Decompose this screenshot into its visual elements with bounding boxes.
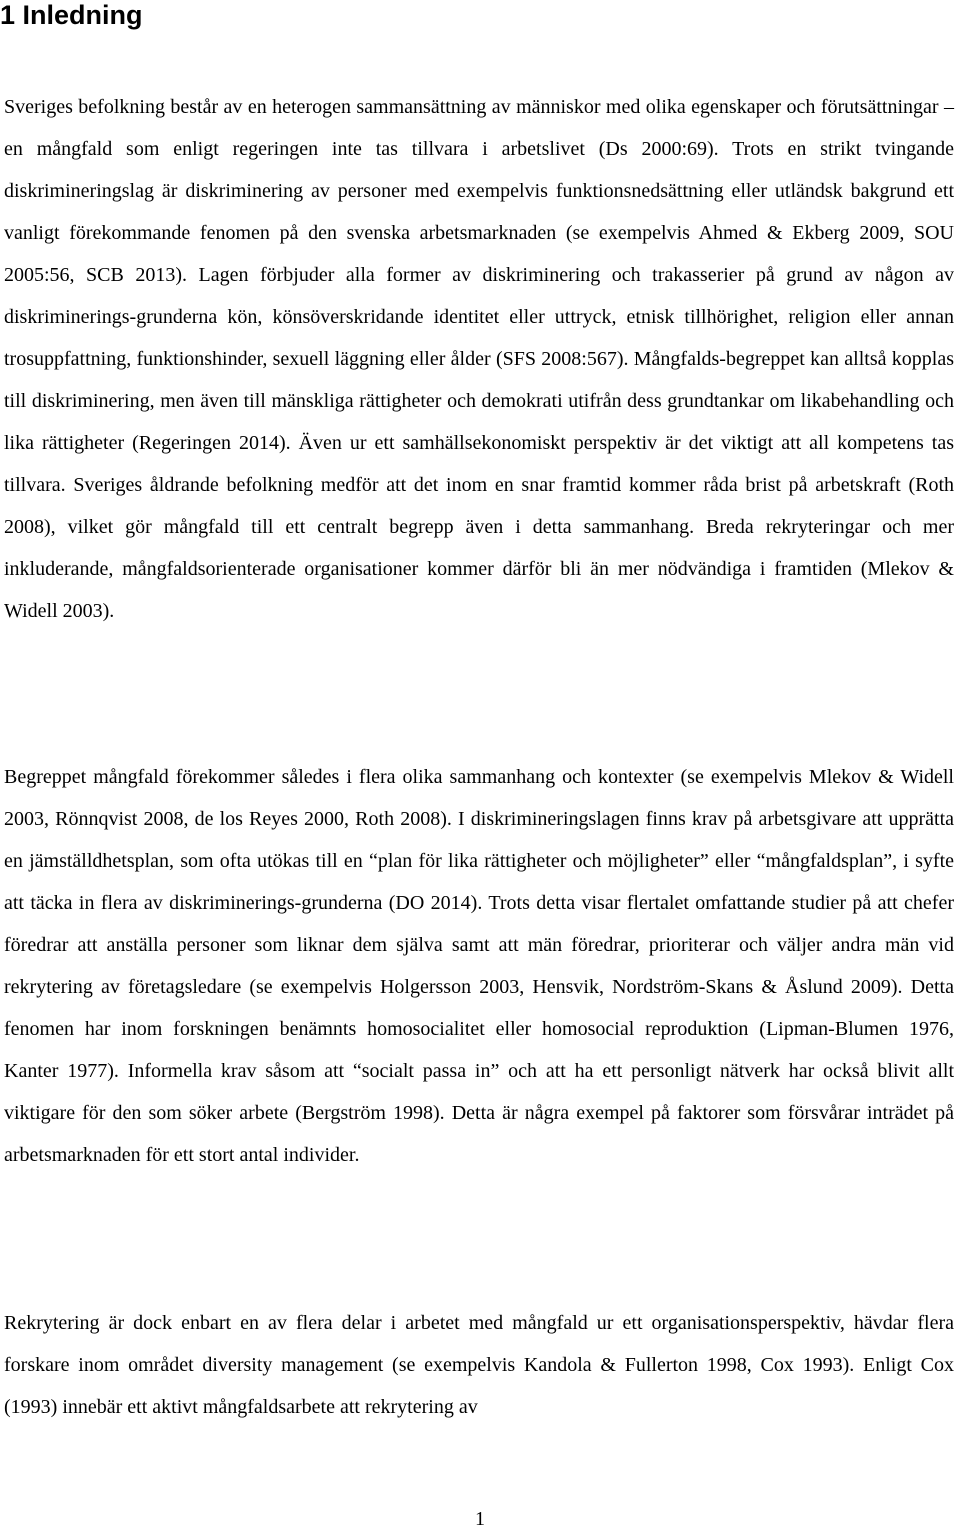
paragraph-3: Rekrytering är dock enbart en av flera delar i arbetet med mångfald ur ett organisationsperspektiv, hävdar flera forskare inom området diversity management (se exempelvis Kandola & Fullerton 1998, Cox 1993). Enligt Cox (1993) innebär ett aktivt mångfaldsarbete att rekrytering av [4,1312,954,1418]
chapter-heading: 1 Inledning [0,0,143,30]
page-number: 1 [475,1508,485,1530]
paragraph-2: Begreppet mångfald förekommer således i flera olika sammanhang och kontexter (se exempelvis Mlekov & Widell 2003, Rönnqvist 2008, de los Reyes 2000, Roth 2008). I diskrimineringslagen finns krav på arbetsgivare att upprätta en jämställdhetsplan, som ofta utökas till en “plan för lika rättigheter och möjligheter” eller “mångfaldsplan”, i syfte att täcka in flera av diskriminerings-grunderna (DO 2014). Trots detta visar flertalet omfattande studier på att chefer föredrar att anställa personer som liknar dem själva samt att män föredrar, prioriterar och väljer andra män vid rekrytering av företagsledare (se exempelvis Holgersson 2003, Hensvik, Nordström-Skans & Åslund 2009). Detta fenomen har inom forskningen benämnts homosocialitet eller homosocial reproduktion (Lipman-Blumen 1976, Kanter 1977). Informella krav såsom att “socialt passa in” och att ha ett personligt nätverk har också blivit allt viktigare för den som söker arbete (Bergström 1998). Detta är några exempel på faktorer som försvårar inträdet på arbetsmarknaden för ett stort antal individer. [4,766,954,1166]
paragraph-1: Sveriges befolkning består av en heterogen sammansättning av människor med olika egenskaper och förutsättningar – en mångfald som enligt regeringen inte tas tillvara i arbetslivet (Ds 2000:69). Trots en strikt tvingande diskrimineringslag är diskriminering av personer med exempelvis funktionsnedsättning eller utländsk bakgrund ett vanligt förekommande fenomen på den svenska arbetsmarknaden (se exempelvis Ahmed & Ekberg 2009, SOU 2005:56, SCB 2013). Lagen förbjuder alla former av diskriminering och trakasserier på grund av någon av diskriminerings-grunderna kön, könsöverskridande identitet eller uttryck, etnisk tillhörighet, religion eller annan trosuppfattning, funktionshinder, sexuell läggning eller ålder (SFS 2008:567). Mångfalds-begreppet kan alltså kopplas till diskriminering, men även till mänskliga rättigheter och demokrati utifrån dess grundtankar om likabehandling och lika rättigheter (Regeringen 2014). Även ur ett samhällsekonomiskt perspektiv är det viktigt att all kompetens tas tillvara. Sveriges åldrande befolkning medför att det inom en snar framtid kommer råda brist på arbetskraft (Roth 2008), vilket gör mångfald till ett centralt begrepp även i detta sammanhang. Breda rekryteringar och mer inkluderande, mångfaldsorienterade organisationer kommer därför bli än mer nödvändiga i framtiden (Mlekov & Widell 2003). [4,96,954,622]
